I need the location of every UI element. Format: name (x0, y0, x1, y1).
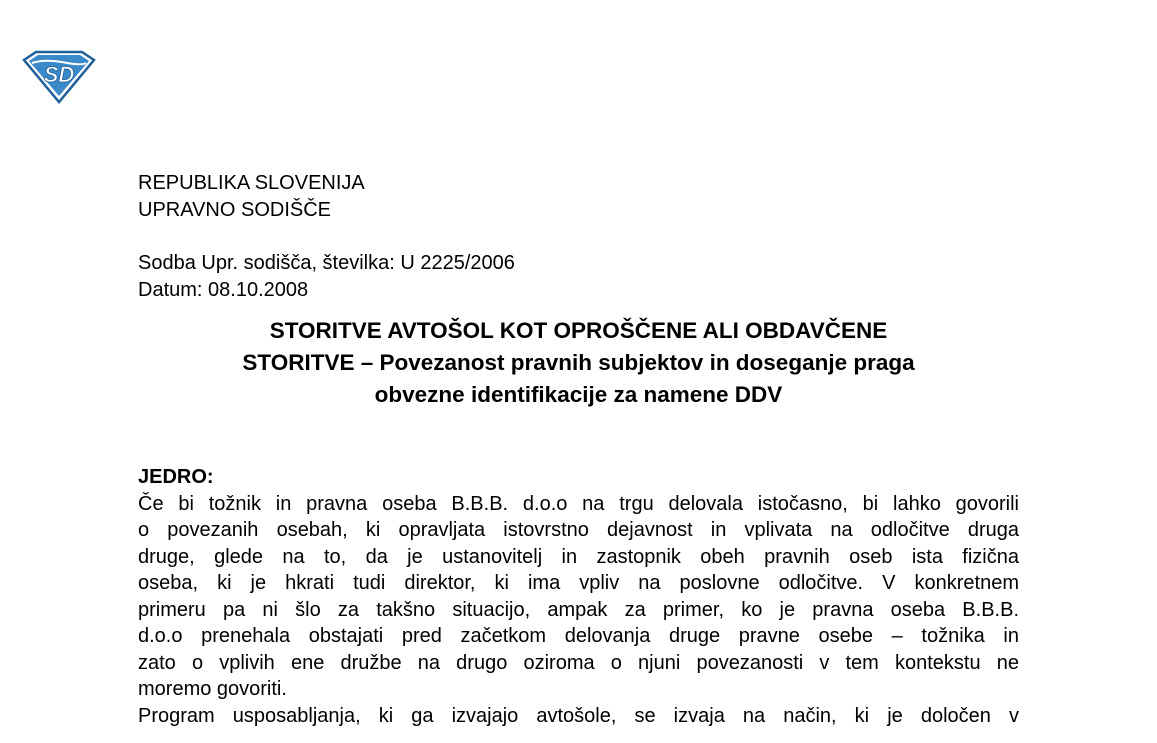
text-line: zato o vplivih ene družbe na drugo oziroma o njuni povezanosti v tem kontekstu ne (138, 651, 1019, 674)
title-line: obvezne identifikacije za namene DDV (374, 382, 783, 407)
jedro-paragraph-2 (138, 703, 1019, 730)
text-line: o povezanih osebah, ki opravljata istovrstno dejavnost in vplivata na odločitve druga (138, 519, 1019, 541)
section-heading-jedro: JEDRO: (138, 466, 214, 488)
text-line: primeru pa ni šlo za takšno situacijo, ampak za primer, ko je pravna oseba B.B.B. (138, 598, 1019, 621)
title-line: STORITVE – Povezanost pravnih subjektov in doseganje praga (242, 350, 915, 375)
text-line: d.o.o prenehala obstajati pred začetkom delovanja druge pravne osebe – tožnika in (138, 625, 1019, 647)
court-logo (22, 50, 96, 104)
document-title (138, 315, 1019, 411)
text-line: moremo govoriti. (138, 678, 287, 700)
decision-date: Datum: 08.10.2008 (138, 278, 309, 301)
text-line: Program usposabljanja, ki ga izvajajo avtošole, se izvaja na način, ki je določen v (138, 704, 1019, 727)
sd-emblem-icon (22, 50, 96, 104)
case-number: Sodba Upr. sodišča, številka: U 2225/2006 (138, 252, 515, 274)
text-line: oseba, ki je hkrati tudi direktor, ki ima vpliv na poslovne odločitve. V konkretnem (138, 572, 1019, 594)
document-body (138, 170, 1019, 729)
country-name: REPUBLIKA SLOVENIJA (138, 172, 365, 194)
logo-text: SD (43, 62, 75, 87)
title-line: STORITVE AVTOŠOL KOT OPROŠČENE ALI OBDAVČENE (269, 318, 888, 343)
court-name: UPRAVNO SODIŠČE (138, 198, 331, 221)
text-line: Če bi tožnik in pravna oseba B.B.B. d.o.o na trgu delovala istočasno, bi lahko govorili (138, 492, 1019, 515)
jedro-paragraph-1 (138, 491, 1019, 703)
text-line: druge, glede na to, da je ustanovitelj in zastopnik obeh pravnih oseb ista fizična (138, 545, 1019, 568)
